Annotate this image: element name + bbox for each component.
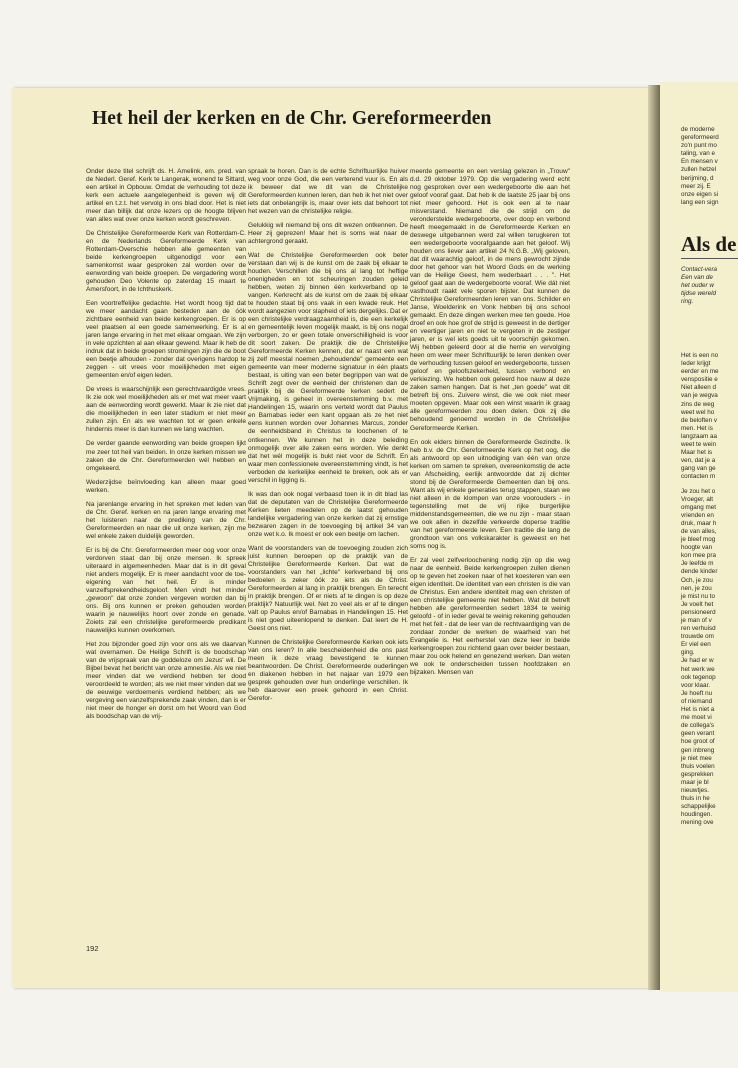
paragraph: De verder gaande eenwording van beide groepen lijkt me zeer tot heil van beiden. In onze kerken missen we zaken die de Chr. Gereformeerden wél hebben en omgekeerd. <box>86 440 246 472</box>
text-line: ook tegenop <box>681 673 716 681</box>
paragraph: Er is bij de Chr. Gereformeerden meer oog voor onze verdorven staat dan bij onze mensen. Ik spreek uiteraard in algemeenheden. Maar dat is in dit geval niet anders mogelijk. Er is meer aandacht voor de toe-eigening van het heil. Er is minder vanzelfsprekendheidsgeloof. Men vindt het minder „gewoon" dat onze zonden vergeven worden dan bij ons. Bij ons kunnen er preken gehouden worden waarin je nauwelijks hoort over zonde en genade. Zoiets zal een christelijke gereformeerde predikant nauwelijks kunnen overkomen. <box>86 546 246 634</box>
text-line: je bleef mog <box>681 536 716 544</box>
article-column-2 <box>248 168 408 709</box>
text-line: gereformeerd <box>681 134 719 142</box>
paragraph: Gelukkig wil niemand bij ons dit wezen ontkennen. De Heer zij geprezen! Maar het is soms wat naar de achtergrond geraakt. <box>248 222 408 246</box>
text-line: thuis in he <box>681 795 710 803</box>
text-line: je mist nu to <box>681 592 715 600</box>
text-line: eerder en me <box>681 368 719 376</box>
right-page-heading: Als de <box>681 232 737 256</box>
text-line: voor klaar. <box>681 681 711 689</box>
page-number: 192 <box>86 944 99 953</box>
page-gutter <box>648 85 660 990</box>
paragraph: Er zal veel zelfverloochening nodig zijn op die weg naar de eenheid. Beide kerkengroepen zullen dienen op te geven het zoeken naar of het koesteren van een eigen identiteit. De identiteit van een christen is die van de Christus. Een andere identiteit mag een christen of een christelijke gemeente niet hebben. Wat dit betreft hebben alle gereformeerden sedert 1834 te weinig geloofd - of in ieder geval te weinig rekening gehouden met het feit - dat de leer van de rechtvaardiging van de zondaar zonder de werken de waarheid van het Evangelie is. Het eerherstel van deze leer in beide kerkengroepen zou richtend gaan over beider bestaan, maar zou ook helend en genezend werken. Dan weten we ook te onderscheiden tussen hoofdzaken en bijzaken. Mensen van <box>410 556 570 676</box>
text-line: venspositie e <box>681 376 718 384</box>
text-line: het ouder w <box>681 282 714 290</box>
text-line: druk, maar h <box>681 519 717 527</box>
text-line: Je hoeft nu <box>681 689 713 697</box>
text-line: men. Het is <box>681 424 713 432</box>
text-line: je man of v <box>681 617 712 624</box>
text-line: contacten m <box>681 473 716 481</box>
paragraph: Want de voorstanders van de toevoeging zouden zich juist kunnen beroepen op de praktijk van de Christelijke Gereformeerde Kerken. Dat wat de voorstanders van het „lichte" kerkverband bij ons bedoelen is zeker óók zo iets als de Christ. Gereformeerden al lang in praktijk brengen. En terecht in praktijk brengen. Of er niets af te dingen is op deze praktijk? Natuurlijk wel. Net zo veel als er af te dingen valt op Paulus en/of Barnabas in Handelingen 15. Het is niet goed uiteenlopend te denken. Dat leert de H. Geest ons niet. <box>248 544 408 632</box>
text-line: Een van de <box>681 274 713 282</box>
text-line: geen verant <box>681 730 715 738</box>
text-line: gen inbreng <box>681 746 715 754</box>
text-line: gang van ge <box>681 465 716 473</box>
text-line: Maar het is <box>681 449 713 457</box>
article-column-3 <box>410 168 570 683</box>
text-line: En mensen v <box>681 158 718 166</box>
paragraph: Wat de Christelijke Gereformeerden ook beter verstaan dan wij is de kunst om de zaak bij elkaar te houden. Verschillen die bij ons al lang tot heftige onenigheden en tot scheuringen zouden geleid hebben, weten zij binnen één kerkverband op te vangen. Kerkrecht als de kunst om de zaak bij elkaar te houden staat bij ons vaak in een kwade reuk. Het wordt aangezien voor slapheid of iets dergelijks. Dat er een christelijke verdraagzaamheid is, die een kerkelijk en gemeentelijk leven mogelijk maakt, is bij ons nogal verborgen, zo er geen totale onverschilligheid is voor dit soort zaken. De praktijk die de Christelijke Gereformeerde Kerken kennen, dat er naast een wat zij zelf meestal noemen „behoudende" gemeente een gemeente van meer moderne signatuur in één plaats bestaat, is uiting van een beter begrippen van wat de Schrift zegt over de eenheid der christenen dan de praktijk bij de Gereformeerde kerken sedert de Vrijmaking, is geheel in overeenstemming b.v. met Handelingen 15, waarin ons verteld wordt dat Paulus en Barnabas ieder een kant opgaan als ze het niet eens kunnen worden over Johannes Marcus, zonder de eenheidsband in Christus te loochenen of te ontkennen. We kunnen het in deze beleding onmogelijk over alle zaken eens worden. Wie denkt dat het wél mogelijk is bukt niet voor de Schrift. En waar men confessionele overeenstemming vindt, is het verboden de kerkelijke eenheid te breken, ook als er verschil in ligging is. <box>248 252 408 484</box>
text-line: Je had er w <box>681 657 714 665</box>
text-line: de moderne <box>681 126 715 133</box>
article-title: Het heil der kerken en de Chr. Gereformeerden <box>92 108 492 129</box>
text-line: langzaam aa <box>681 432 718 440</box>
text-line: Vroeger, alt <box>681 495 713 503</box>
text-line: kon mee pra <box>681 552 717 560</box>
text-line: zullen hetzel <box>681 166 717 174</box>
text-line: houdingen. <box>681 811 713 819</box>
paragraph: En ook elders binnen de Gereformeerde Gezindte. Ik heb b.v. de Chr. Gereformeerde Kerk op het oog, die als antwoord op een uitnodiging van één van onze kerken om samen te spreken, overeenkomstig de acte van Afscheiding, eerlijk antwoordde dat zij dichter stond bij de Gereformeerde Gemeenten dan bij ons. Want als wij enkele generaties terug stappen, staan we niet alleen in de klompen van onze voorouders - in tegenstelling met de vrij rijke burgerlijke middenstandsgemeenten, die we nu zijn - maar staan we ook allen in dezelfde verkeerde doperse traditie van het gereformeerde leven. Een traditie die lang de grondtoon van ons volkskarakter is geweest en het soms nog is. <box>410 438 570 550</box>
text-line: trouwde om <box>681 633 714 641</box>
text-line: nen, je zou <box>681 584 712 592</box>
text-line: Je voelt het <box>681 600 714 608</box>
text-line: lang een sign <box>681 198 719 206</box>
text-line: gesprekken <box>681 770 714 778</box>
article-column-1 <box>86 168 246 727</box>
paragraph: spraak te horen. Dan is de echte Schriftuurlijke huiver weg voor onze God, die een verterend vuur is. En als ik beweer dat we dit van de Christelijke Gereformeerden kunnen leren, dan heb ik het niet over iets dat onbelangrijk is, maar over iets dat behoort tot het wezen van de christelijke religie. <box>248 168 408 216</box>
text-line: onze eigen si <box>681 190 719 198</box>
text-line: weet te wein <box>681 441 717 449</box>
text-line: je niet mee <box>681 754 712 762</box>
text-line: pensioneerd <box>681 608 716 616</box>
text-line: zins de weg <box>681 400 715 408</box>
text-line: ven, dat je a <box>681 457 716 465</box>
text-line: de collega's <box>681 722 715 730</box>
paragraph: meerde gemeente en een verslag gelezen in „Trouw" d.d. 29 oktober 1979. Op die vergadering werd echt nog gesproken over een wedergeboorte die aan het geloof vooraf gaat. Dat heb ik de laatste 25 jaar bij ons niet meer gehoord. Het is ook een al te naar misverstand. Niemand die de strijd om de veronderstelde wedergeboorte, over doop en verbond heeft meegemaakt in de Gereformeerde Kerken en deswege uitgebannen werd zal willen terugkeren tot een wedergeboorte voorafgaande aan het geloof. Wij houden ons liever aan artikel 24 N.G.B. „Wij geloven, dat dit waarachtig geloof, in de mens gewrocht zijnde door het gehoor van het Woord Gods en de werking van de Heilige Geest, hem wederbaart . . . ". Het geloof gaat aan de wedergeboorte vooraf. Wie dát niet vasthoudt raakt vele sporen bijster. Dat kunnen de Christelijke Gereformeerden leren van ons. Schilder en Janse, Woelderink en Vonk hebben bij ons school gemaakt. En deze dingen werken mee ten goede. Hoe droef en ook hoe grof de strijd is geweest in de dertiger en veertiger jaren en niet te vergeten in de zestiger jaren, er is wel iets goeds uit te voorschijn gekomen. Wij hebben geleerd door al die herrie en vervolging heen om weer meer Schriftuurlijk te leren denken over de verhouding tussen geloof en wedergeboorte, tussen geloof en geloofszekerheid, tussen verbond en verkiezing. We hebben ook geleerd hoe nauw al deze zaken samen hangen. Dat is het „ten goede" wat dit betreft bij ons. Zuivere winst, die we ook niet meer moeten opgeven. Maar ook een winst waarin ik graag alle gereformeerden zou doen delen. Ook zij die behoudend genoemd worden in de Christelijke Gereformeerde Kerken. <box>410 168 570 432</box>
paragraph: De vrees is waarschijnlijk een gerechtvaardigde vrees. Ik zie ook wel moeilijkheden als er met wat meer vaart aan de eenwording wordt gewerkt. Maar ik zie niet dat die moeilijkheden in een later stadium er niet meer zullen zijn. En als we wachten tot er geen enkele hindernis meer is dan kunnen we lang wachten. <box>86 386 246 434</box>
text-line: Het is een no <box>681 352 719 359</box>
text-line: meer zij. E <box>681 182 711 190</box>
text-line: taling, van e <box>681 150 715 158</box>
text-line: de van alles, <box>681 527 717 535</box>
text-line: vrienden en <box>681 511 714 519</box>
text-line: Niet alleen d <box>681 384 717 392</box>
text-line: mening ove <box>681 819 714 827</box>
right-page-top-text <box>681 126 738 207</box>
right-page-intro <box>681 266 738 306</box>
paragraph: Na jarenlange ervaring in het spreken met leden van de Chr. Geref. kerken en na jaren lange ervaring met het luisteren naar de prediking van de Chr. Gereformeerden en naar die uit onze kerken, zijn me wel enkele zaken duidelijk geworden. <box>86 500 246 540</box>
text-line: maar je bl <box>681 778 709 786</box>
text-line: Je zou het o <box>681 487 716 495</box>
text-line: Het is niet a <box>681 706 715 714</box>
text-line: of niemand <box>681 697 713 705</box>
text-line: zo'n punt mo <box>681 142 717 150</box>
paragraph: Een voortreffelijke gedachte. Het wordt hoog tijd dat we meer aandacht gaan besteden aan de óók zichtbare eenheid van beide kerkengroepen. Er is op veel plaatsen al een goede samenwerking. Er is al jaren lange ervaring in het met elkaar omgaan. We zijn in vele opzichten al aan elkaar gewend. Maar ik heb de indruk dat in beide groepen stromingen zijn die de boot een beetje afhouden - zonder dat overigens hardop te zeggen - uit vrees voor moeilijkheden met eigen gemeenten en/of eigen leden. <box>86 300 246 380</box>
text-line: het werk we <box>681 665 715 673</box>
paragraph: Onder deze titel schrijft ds. H. Amelink, em. pred. van de Nederl. Geref. Kerk te Langerak, wonend te Sittard, een artikel in Opbouw. Omdat de verhouding tot deze kerk een actuele aangelegenheid is geven wij dit artikel en t.z.t. het vervolg in ons blad door. Het is niet meer dan billijk dat onze lezers op de hoogte blijven van alles wat over onze kerken wordt geschreven. <box>86 168 246 224</box>
text-line: Ieder krijgt <box>681 360 711 368</box>
paragraph: Kunnen de Christelijke Gereformeerde Kerken ook iets van ons leren? In alle bescheidenheid die ons past meen ik deze vraag bevestigend te kunnen beantwoorden. De Christ. Gereformeerde ouderlingen en diakenen hebben in het najaar van 1979 een gesprek gehouden over hun onderlinge verschillen. Ik heb daarover een preek gehoord in een Christ. Gerefor- <box>248 638 408 702</box>
text-line: Er viel een <box>681 641 711 649</box>
text-line: omgang met <box>681 503 717 511</box>
paragraph: Ik was dan ook nogal verbaasd toen ik in dit blad las dat de deputaten van de Christelijke Gereformeerde Kerken lieten meedelen op de laatst gehouden landelijke vergadering van onze kerken dat zij ernstige bezwaren zagen in de toevoeging bij artikel 34 van onze wet k.o. Ik moest er ook een beetje om lachen. <box>248 490 408 538</box>
text-line: Och, je zou <box>681 576 713 584</box>
text-line: dende kinder <box>681 568 718 576</box>
paragraph: Het zou bijzonder goed zijn voor ons als we daarvan wat overnamen. De Heilige Schrift is de boodschap van de vrijspraak van de goddeloze om Jezus' wil. De Bijbel bevat het bericht van onze amnestie. Als we niet meer vinden dat we verdiend hebben ter dood veroordeeld te worden; als we niet meer vinden dat we de eeuwige verdoemenis verdiend hebben; als we vergeving een vanzelfsprekende zaak vinden, dan is er niet meer de honger en dorst om het Woord van God als boodschap van de vrij- <box>86 640 246 720</box>
text-line: ren verhuisd <box>681 625 716 633</box>
paragraph: Wederzijdse beïnvloeding kan alleen maar goed werken. <box>86 478 246 494</box>
text-line: me moet vi <box>681 714 712 722</box>
text-line: van je wegva <box>681 392 718 400</box>
text-line: hoogte van <box>681 544 713 552</box>
text-line: weet wel ho <box>681 408 715 416</box>
text-line: thuis voelen <box>681 762 715 770</box>
heading-rule <box>681 258 738 259</box>
text-line: berijming, d <box>681 174 714 182</box>
paragraph: De Christelijke Gereformeerde Kerk van Rotterdam-C. en de Nederlands Gereformeerde Kerk van Rotterdam-Overschie hebben alle gemeenten van beide kerkengroepen uitgenodigd voor een samenkomst waar gesproken zal worden over de eenwording van beide groepen. De vergadering wordt gehouden Deo Volente op zaterdag 15 maart te Amersfoort, in de Ichthuskerk. <box>86 230 246 294</box>
right-page-body <box>681 352 738 827</box>
text-line: tijdse wereld <box>681 290 716 298</box>
text-line: ging. <box>681 649 695 657</box>
text-line: schappelijke <box>681 803 716 811</box>
text-line: Contact-vera <box>681 266 718 273</box>
text-line: Je leefde m <box>681 560 714 568</box>
text-line: hoe groot of <box>681 738 715 746</box>
text-line: ring. <box>681 298 694 306</box>
text-line: nieuwtjes. <box>681 786 710 794</box>
text-line: de beloften v <box>681 416 718 424</box>
